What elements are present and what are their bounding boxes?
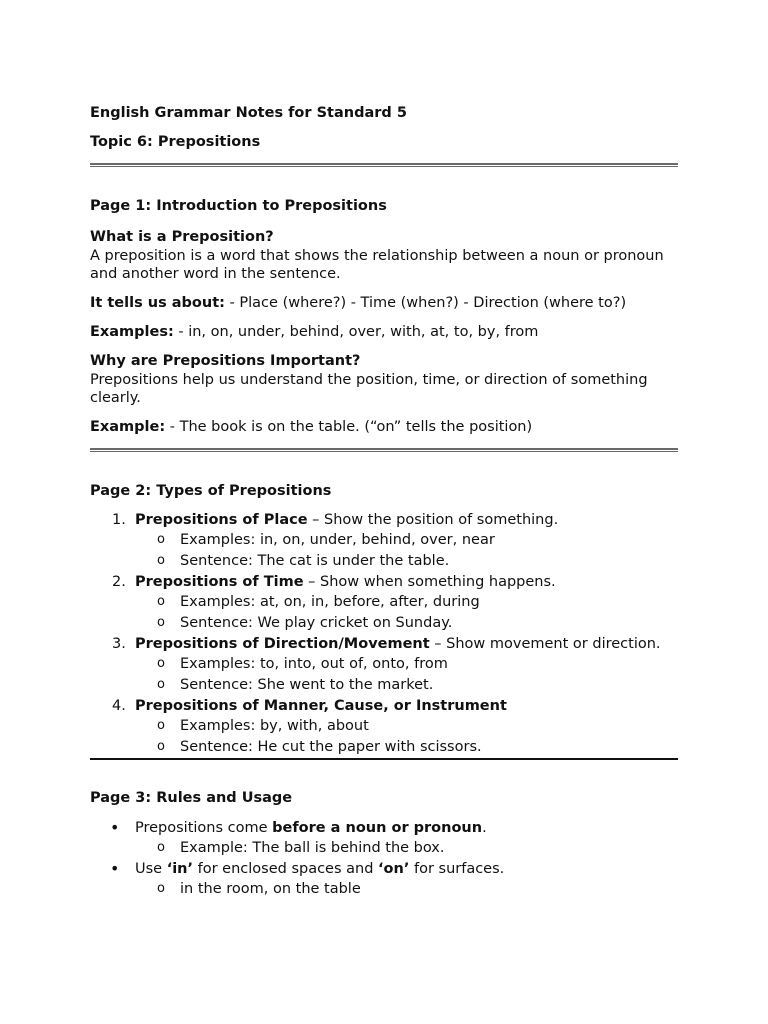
circle-bullet-icon: o <box>157 553 165 568</box>
list-item: o Sentence: We play cricket on Sunday. <box>157 615 453 631</box>
list-item: 4. Prepositions of Manner, Cause, or Instrument o Examples: by, with, about o Sentence: He cut the paper with scissors. <box>90 697 678 756</box>
circle-bullet-icon: o <box>157 594 165 609</box>
circle-bullet-icon: o <box>157 881 165 896</box>
list-item: o Examples: to, into, out of, onto, from <box>157 656 448 672</box>
topic-title: Topic 6: Prepositions <box>90 134 261 150</box>
what-text: A preposition is a word that shows the relationship between a noun or pronoun and another word in the sentence. <box>90 248 664 282</box>
why-heading: Why are Prepositions Important? <box>90 353 361 369</box>
list-item: o Examples: at, on, in, before, after, during <box>157 594 480 610</box>
list-item: • Prepositions come before a noun or pronoun. o Example: The ball is behind the box. <box>90 819 678 857</box>
document-page <box>90 104 678 901</box>
list-item: o Examples: in, on, under, behind, over, near <box>157 532 495 548</box>
rules-list <box>90 819 678 898</box>
circle-bullet-icon: o <box>157 656 165 671</box>
list-item: o in the room, on the table <box>157 881 361 897</box>
divider-single <box>90 758 678 760</box>
bullet-icon: • <box>110 859 120 878</box>
circle-bullet-icon: o <box>157 615 165 630</box>
divider-double <box>90 448 678 452</box>
sub-list <box>135 880 678 898</box>
circle-bullet-icon: o <box>157 840 165 855</box>
circle-bullet-icon: o <box>157 739 165 754</box>
list-item: o Sentence: The cat is under the table. <box>157 553 450 569</box>
sub-list <box>135 839 678 857</box>
sub-list <box>135 531 678 570</box>
circle-bullet-icon: o <box>157 718 165 733</box>
list-item: 2. Prepositions of Time – Show when something happens. o Examples: at, on, in, before, after, during o Sentence: We play cricket on Sunday. <box>90 573 678 632</box>
list-item: • Use ‘in’ for enclosed spaces and ‘on’ for surfaces. o in the room, on the table <box>90 860 678 898</box>
list-item: o Examples: by, with, about <box>157 718 369 734</box>
list-item: 1. Prepositions of Place – Show the position of something. o Examples: in, on, under, behind, over, near o Sentence: The cat is under the table. <box>90 511 678 570</box>
sub-list <box>135 593 678 632</box>
sub-list <box>135 655 678 694</box>
page2-heading: Page 2: Types of Prepositions <box>90 483 332 499</box>
circle-bullet-icon: o <box>157 677 165 692</box>
divider-double <box>90 163 678 167</box>
sub-list <box>135 717 678 756</box>
what-heading: What is a Preposition? <box>90 229 274 245</box>
page1-heading: Page 1: Introduction to Prepositions <box>90 198 387 214</box>
circle-bullet-icon: o <box>157 532 165 547</box>
bullet-icon: • <box>110 818 120 837</box>
list-item: o Example: The ball is behind the box. <box>157 840 445 856</box>
document-title: English Grammar Notes for Standard 5 <box>90 105 407 121</box>
example-line: Example: - The book is on the table. (“on” tells the position) <box>90 419 533 435</box>
tells-line: It tells us about: - Place (where?) - Time (when?) - Direction (where to?) <box>90 295 627 311</box>
list-item: o Sentence: He cut the paper with scissors. <box>157 739 482 755</box>
examples-line: Examples: - in, on, under, behind, over, with, at, to, by, from <box>90 324 539 340</box>
list-item: 3. Prepositions of Direction/Movement – Show movement or direction. o Examples: to, into, out of, onto, from o Sentence: She went to the market. <box>90 635 678 694</box>
page3-heading: Page 3: Rules and Usage <box>90 790 293 806</box>
why-text: Prepositions help us understand the position, time, or direction of something clearly. <box>90 372 648 406</box>
list-item: o Sentence: She went to the market. <box>157 677 434 693</box>
types-list <box>90 511 678 756</box>
